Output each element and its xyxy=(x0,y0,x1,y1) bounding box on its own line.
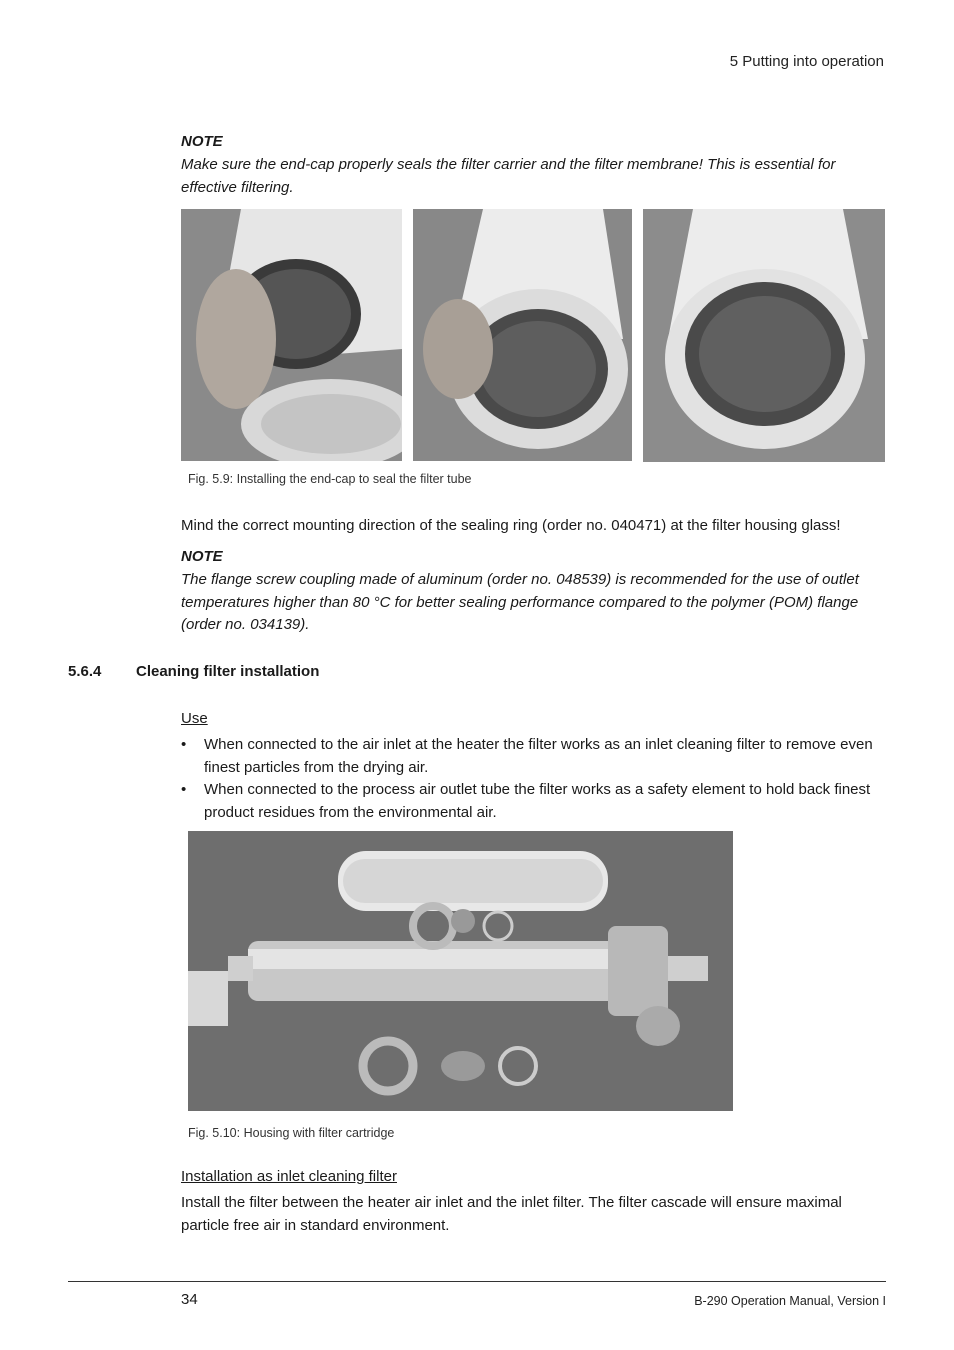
subheading-inlet: Installation as inlet cleaning filter xyxy=(181,1168,397,1185)
note-body: The flange screw coupling made of aluminum (order no. 048539) is recommended for the use of outlet temperatures higher than 80 °C for better sealing performance compared to the polymer (POM) flange (order no. 034139). xyxy=(181,571,859,633)
figure-caption: Fig. 5.10: Housing with filter cartridge xyxy=(188,1126,395,1140)
note-title: NOTE xyxy=(181,133,223,150)
subheading-use: Use xyxy=(181,710,208,727)
page-number: 34 xyxy=(181,1291,198,1308)
footer-divider xyxy=(68,1281,886,1282)
use-bullet-list xyxy=(181,734,886,824)
list-item: • When connected to the process air outlet tube the filter works as a safety element to hold back finest product residues from the environmental air. xyxy=(181,781,871,821)
footer-manual-title: B-290 Operation Manual, Version I xyxy=(694,1294,886,1308)
note-title: NOTE xyxy=(181,548,223,565)
photo-endcap-3 xyxy=(643,209,885,462)
photo-endcap-1 xyxy=(181,209,402,461)
section-number: 5.6.4 xyxy=(68,663,102,680)
figure-caption: Fig. 5.9: Installing the end-cap to seal the filter tube xyxy=(188,472,472,486)
section-title: Cleaning filter installation xyxy=(136,663,320,680)
note-body: Make sure the end-cap properly seals the filter carrier and the filter membrane! This is essential for effective filtering. xyxy=(181,156,836,196)
body-paragraph: Install the filter between the heater air inlet and the inlet filter. The filter cascade will ensure maximal particle free air in standard environment. xyxy=(181,1194,842,1234)
body-paragraph: Mind the correct mounting direction of the sealing ring (order no. 040471) at the filter housing glass! xyxy=(181,517,841,534)
running-header: 5 Putting into operation xyxy=(729,53,884,70)
photo-filter-housing xyxy=(188,831,733,1111)
list-item: • When connected to the air inlet at the heater the filter works as an inlet cleaning filter to remove even finest particles from the drying air. xyxy=(181,736,873,776)
photo-endcap-2 xyxy=(413,209,632,461)
